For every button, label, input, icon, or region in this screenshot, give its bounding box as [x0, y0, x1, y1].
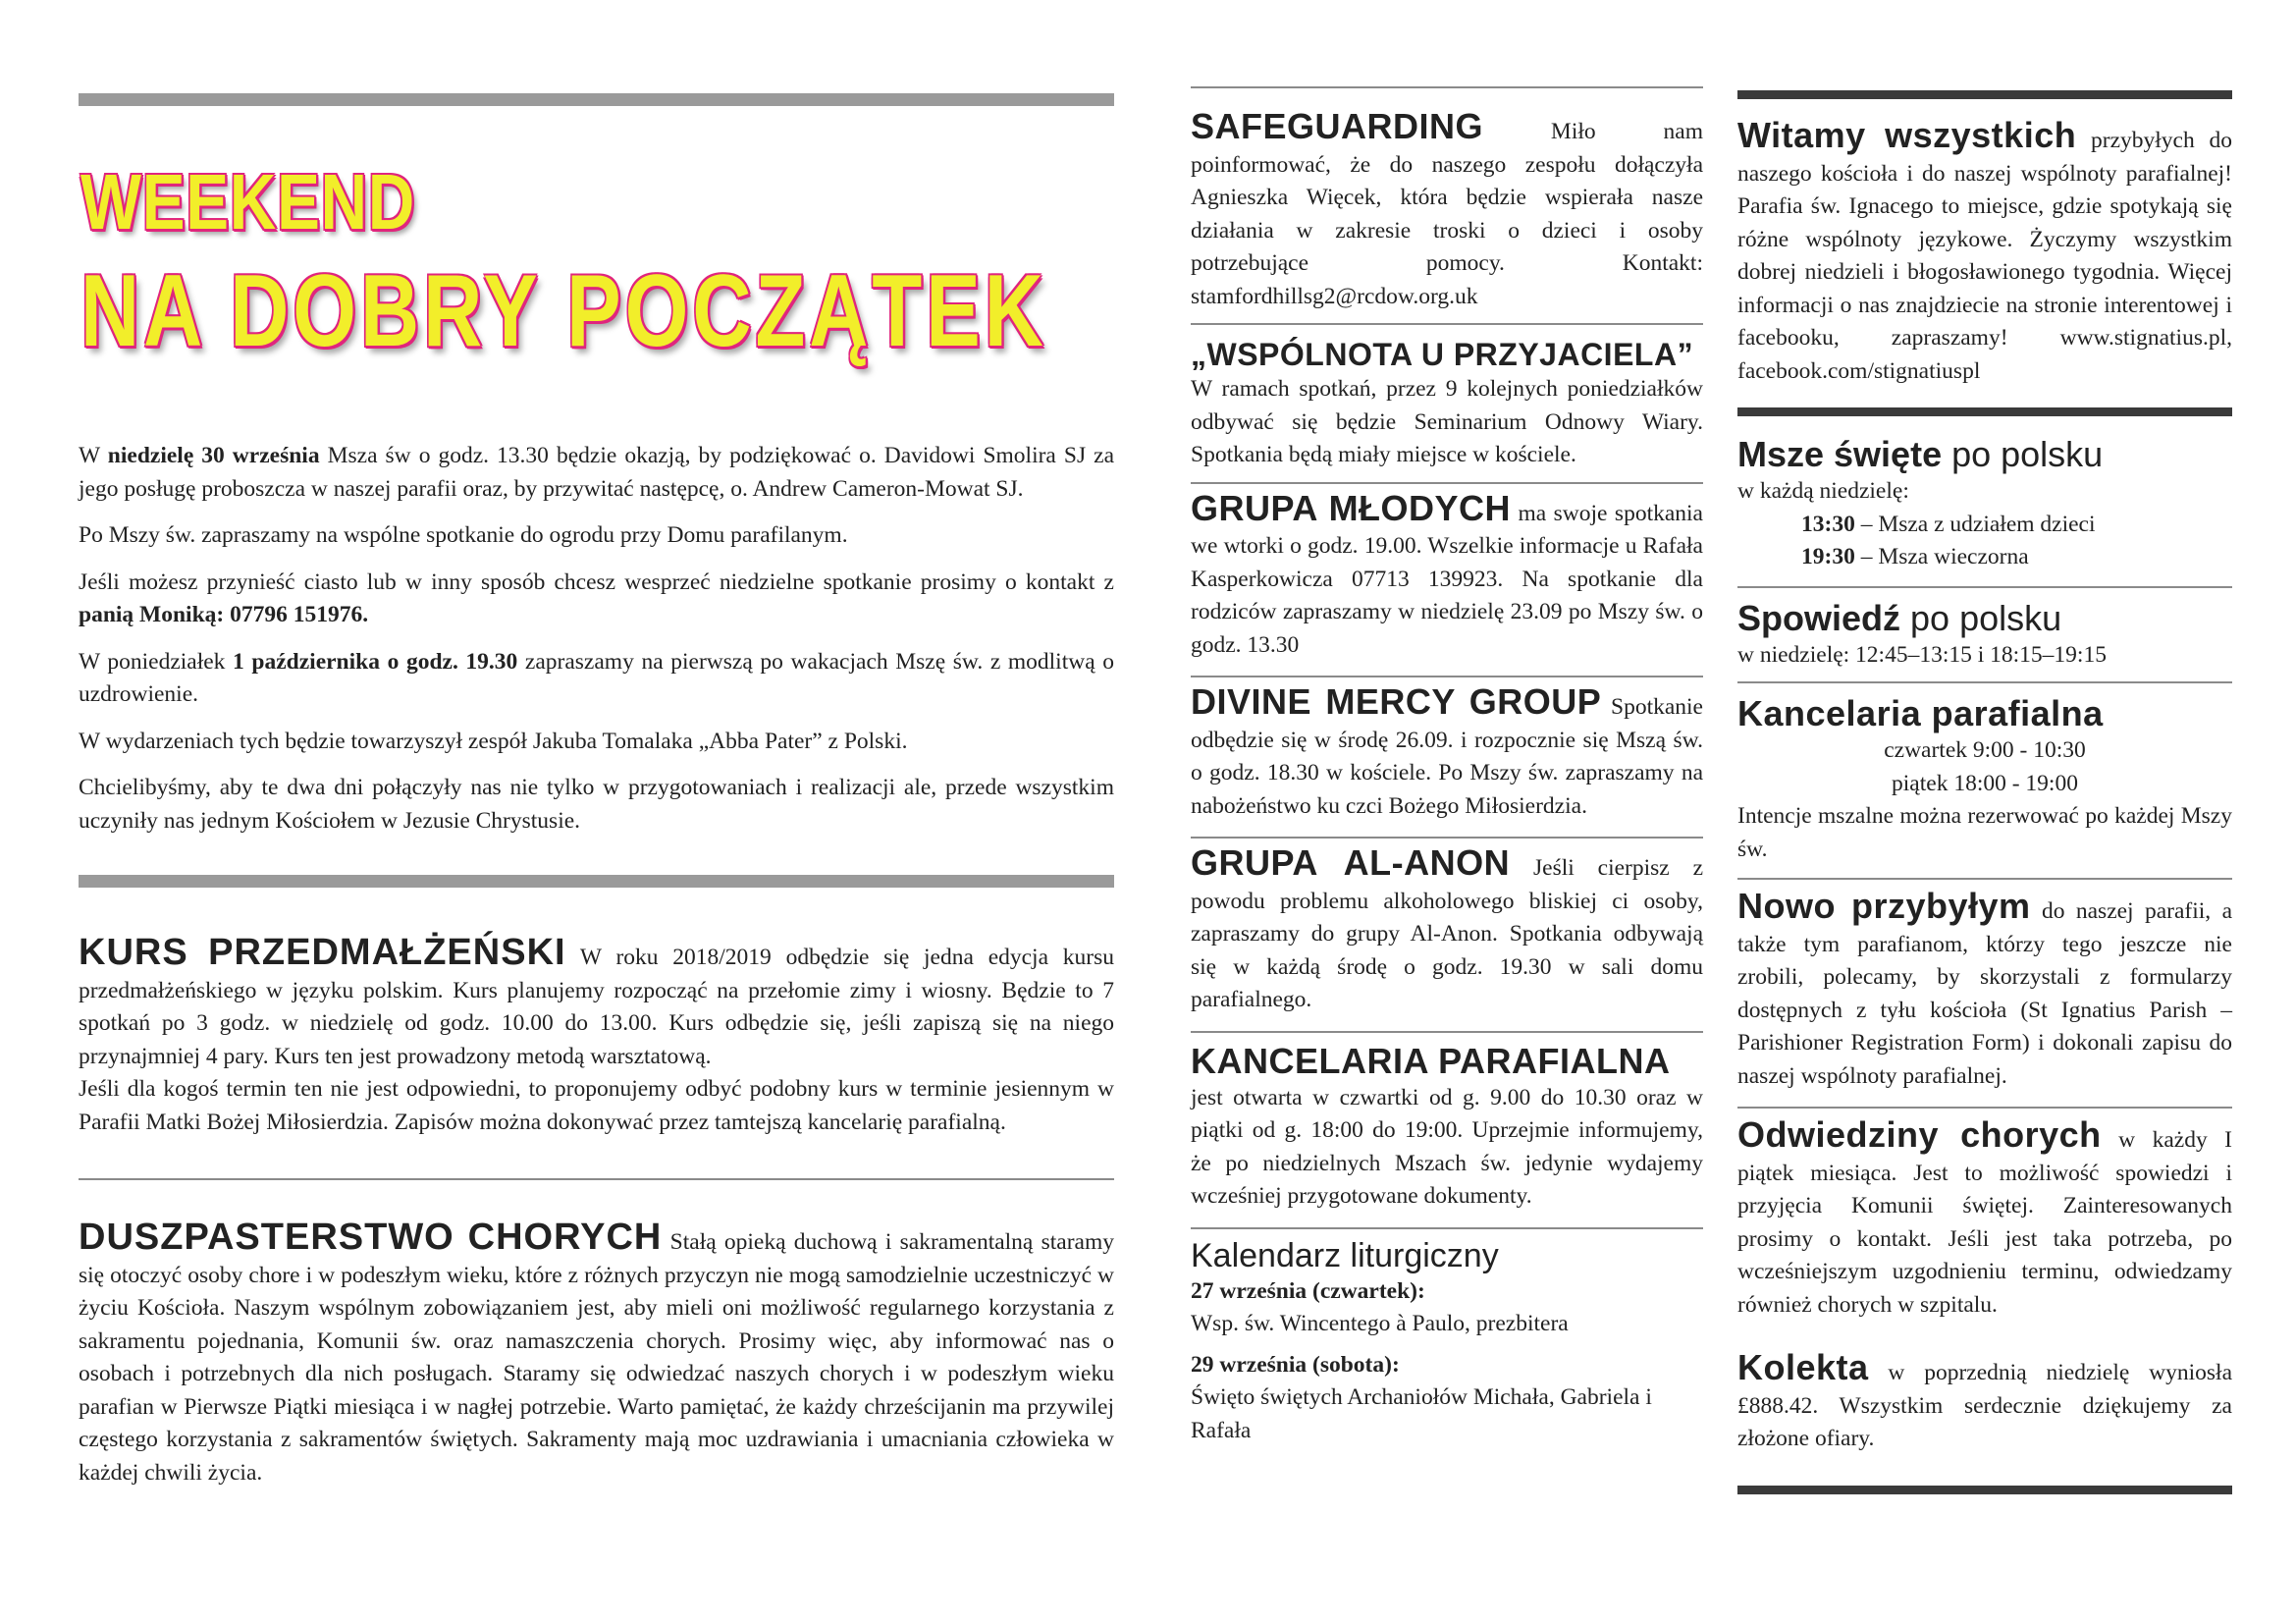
nowo-section [1737, 886, 2232, 1093]
spowiedz-heading: Spowiedź po polsku [1737, 597, 2062, 638]
mlodzi-section [1191, 487, 1703, 663]
chorzy-section [79, 1217, 1115, 1489]
odwiedziny-paragraph: Odwiedziny chorych w każdy I piątek miesiąca. Jest to możliwość spowiedzi i przyjęcia Komunii świętej. Zainteresowanych prosimy o kontakt. Jeśli jest taka potrzeba, po wcześniejszym uzgodnieniu terminu, odwiedzamy również chorych w szpitalu. [1737, 1114, 2232, 1318]
intro-paragraph-4: W poniedziałek 1 października o godz. 19.30 zapraszamy na pierwszą po wakacjach Mszę św. z modlitwą o uzdrowienie. [79, 648, 1114, 707]
witamy-heading: Witamy wszystkich [1737, 115, 2077, 155]
spowiedz-text: w niedzielę: 12:45–13:15 i 18:15–19:15 [1737, 641, 2107, 668]
odwiedziny-heading: Odwiedziny chorych [1737, 1114, 2102, 1155]
msze-row-2: 19:30 – Msza wieczorna [1801, 544, 2029, 569]
divider [1737, 1107, 2232, 1109]
top-divider-c [1737, 90, 2232, 99]
witamy-paragraph: Witamy wszystkich przybyłych do naszego kościoła i do naszej wspólnoty parafialnej! Parafia św. Ignacego to miejsce, gdzie spotykają się różne wspólnoty językowe. Życzymy wszystkim dobrej niedzieli i błogosławionego tygodnia. Więcej informacji o nas znajdziecie na stronie interentowej i facebooku, zapraszamy! www.stignatius.pl, facebook.com/stignatiuspl [1737, 115, 2233, 384]
msze-section [1737, 434, 2232, 574]
intro-paragraph-1: W niedzielę 30 września Msza św o godz. 13.30 będzie okazją, by podziękować o. Davidowi Smolira SJ za jego posługę proboszcza w naszej parafii oraz, by przywitać następcę, o. Andrew Cameron-Mowat SJ. [79, 443, 1114, 502]
title-line-1: WEEKEND [80, 158, 416, 245]
column-left [79, 0, 1114, 1489]
msze-row-1: 13:30 – Msza z udziałem dzieci [1801, 511, 2096, 537]
divider [1191, 482, 1703, 484]
msze-heading: Msze święte po polsku [1737, 434, 2104, 474]
dark-divider [1737, 407, 2232, 416]
mlodzi-heading: GRUPA MŁODYCH [1191, 487, 1512, 528]
divider [1737, 586, 2232, 588]
alanon-paragraph: GRUPA AL-ANON Jeśli cierpisz z powodu problemu alkoholowego bliskiej ci osoby, zapraszamy do grupy Al-Anon. Spotkania odbywają się w każdą środę o godz. 19.30 w sali domu parafialnego. [1191, 842, 1704, 1012]
kolekta-heading: Kolekta [1737, 1347, 1869, 1387]
mercy-heading: DIVINE MERCY GROUP [1191, 681, 1602, 722]
kancelaria-b-text: jest otwarta w czwartki od g. 9.00 do 10.30 oraz w piątki od g. 18:00 do 19:00. Uprzejmie informujemy, że po niedzielnych Mszach św. jedynie wydajemy wcześniej przygotowane dokumenty. [1191, 1084, 1703, 1209]
column-right [1737, 0, 2232, 1494]
kancelaria-c-hours-1: czwartek 9:00 - 10:30 [1884, 737, 2086, 763]
divider [1737, 681, 2232, 683]
intro-paragraph-5: W wydarzeniach tych będzie towarzyszył zespół Jakuba Tomalaka „Abba Pater” z Polski. [79, 728, 908, 754]
divider [1191, 676, 1703, 677]
divider [1191, 1227, 1703, 1229]
column-middle [1191, 0, 1703, 1447]
witamy-section [1737, 115, 2233, 388]
mlodzi-paragraph: GRUPA MŁODYCH ma swoje spotkania we wtorki o godz. 19.00. Wszelkie informacje u Rafała Kasperkowicza 07713 139923. Na spotkanie dla rodziców zapraszamy w niedzielę 23.09 po Mszy św. o godz. 13.30 [1191, 487, 1703, 658]
kalendarz-heading: Kalendarz liturgiczny [1191, 1236, 1499, 1274]
divider [1191, 837, 1703, 839]
divider [1191, 1031, 1703, 1033]
wspolnota-heading: „WSPÓLNOTA U PRZYJACIELA” [1191, 337, 1694, 372]
intro-paragraph-2: Po Mszy św. zapraszamy na wspólne spotkanie do ogrodu przy Domu parafilanym. [79, 522, 848, 548]
intro-paragraph-6: Chcielibyśmy, aby te dwa dni połączyły nas nie tylko w przygotowaniach i realizacji ale, przede wszystkim uczyniły nas jednym Kościołem w Jezusie Chrystusie. [79, 775, 1114, 834]
mercy-section [1191, 681, 1703, 823]
kolekta-paragraph: Kolekta w poprzednią niedzielę wyniosła £888.42. Wszystkim serdecznie dziękujemy za złożone ofiary. [1737, 1347, 2232, 1451]
kancelaria-c-section [1737, 693, 2232, 866]
safeguarding-section [1191, 106, 1703, 313]
top-divider [79, 93, 1114, 106]
title-banner [79, 106, 1114, 368]
safeguarding-paragraph: SAFEGUARDING Miło nam poinformować, że do naszego zespołu dołączyła Agnieszka Więcek, która będzie wspierała nasze działania w zakresie troski o dzieci i osoby potrzebujące pomocy. Kontakt: stamfordhillsg2@rcdow.org.uk [1191, 106, 1703, 309]
kurs-paragraph-2: Jeśli dla kogoś termin ten nie jest odpowiedni, to proponujemy odbyć podobny kurs w terminie jesiennym w Parafii Matki Bożej Miłosierdzia. Zapisów można dokonywać przez tamtejszą kancelarię parafialną. [79, 1076, 1114, 1135]
wspolnota-text: W ramach spotkań, przez 9 kolejnych poniedziałków odbywać się będzie Seminarium Odnowy Wiary. Spotkania będą miały miejsce w kościele. [1191, 376, 1703, 467]
kancelaria-c-text: Intencje mszalne można rezerwować po każdej Mszy św. [1737, 803, 2232, 862]
kalendarz-section [1191, 1237, 1703, 1448]
msze-subtitle: w każdą niedzielę: [1737, 478, 1909, 504]
odwiedziny-section [1737, 1114, 2232, 1322]
spowiedz-section [1737, 598, 2232, 673]
kalendarz-date-2: 29 września (sobota): [1191, 1351, 1400, 1378]
divider [1737, 878, 2232, 880]
nowo-heading: Nowo przybyłym [1737, 886, 2031, 926]
kancelaria-b-heading: KANCELARIA PARAFIALNA [1191, 1040, 1671, 1081]
kancelaria-c-heading: Kancelaria parafialna [1737, 693, 2104, 733]
kurs-paragraph: KURS PRZEDMAŁŻEŃSKI W roku 2018/2019 odbędzie się jedna edycja kursu przedmałżeńskiego w języku polskim. Kurs planujemy rozpocząć na przełomie zimy i wiosny. Będzie to 7 spotkań po 3 godz. w niedzielę od godz. 10.00 do 13.00. Kurs odbędzie się, jeśli zapiszą się na niego przynajmniej 4 pary. Kurs ten jest prowadzony metodą warsztatową. [79, 932, 1114, 1069]
safeguarding-heading: SAFEGUARDING [1191, 106, 1484, 146]
chorzy-heading: DUSZPASTERSTWO CHORYCH [79, 1217, 663, 1258]
intro-section [79, 440, 1114, 838]
kurs-section [79, 932, 1114, 1139]
wspolnota-section [1191, 337, 1703, 472]
title-line-2: NA DOBRY POCZĄTEK [80, 254, 1047, 368]
section-divider [79, 875, 1114, 888]
divider [1191, 323, 1703, 325]
mercy-paragraph: DIVINE MERCY GROUP Spotkanie odbędzie się w środę 26.09. i rozpocznie się Mszą św. o godz. 18.30 w kościele. Po Mszy św. zapraszamy na nabożeństwo ku czci Bożego Miłosierdzia. [1191, 681, 1703, 819]
alanon-section [1191, 842, 1704, 1017]
kurs-heading: KURS PRZEDMAŁŻEŃSKI [79, 932, 566, 973]
kancelaria-b-section [1191, 1041, 1703, 1214]
chorzy-paragraph: DUSZPASTERSTWO CHORYCH Stałą opieką duchową i sakramentalną staramy się otoczyć osoby chore i w podeszłym wieku, które z różnych przyczyn nie mogą samodzielnie uczestniczyć w życiu Kościoła. Naszym wspólnym zobowiązaniem jest, aby mieli oni możliwość regularnego korzystania z sakramentu pojednania, Komunii św. oraz namaszczenia chorych. Prosimy więc, aby informować nas o osobach i potrzebnych dla nich posługach. Staramy się odwiedzać naszych chorych i w podeszłym wieku parafian w Pierwsze Piątki miesiąca i w nagłej potrzebie. Warto pamiętać, że każdy chrześcijanin ma przywilej częstego korzystania z sakramentów świętych. Sakramenty mają moc uzdrawiania i umacniania człowieka w każdej chwili życia. [79, 1217, 1115, 1486]
nowo-paragraph: Nowo przybyłym do naszej parafii, a także tym parafianom, którzy tego jeszcze nie zrobili, polecamy, by skorzystali z formularzy dostępnych z tyłu kościoła (St Ignatius Parish – Parishioner Registration Form) i dokonali zapisu do naszej wspólnoty parafialnej. [1737, 886, 2232, 1089]
top-divider-b [1191, 86, 1703, 88]
kolekta-section [1737, 1347, 2232, 1456]
intro-paragraph-3: Jeśli możesz przynieść ciasto lub w inny sposób chcesz wesprzeć niedzielne spotkanie prosimy o kontakt z panią Moniką: 07796 151976. [79, 568, 1114, 627]
kalendarz-date-1: 27 września (czwartek): [1191, 1277, 1425, 1304]
bottom-divider [1737, 1486, 2232, 1494]
kalendarz-entry-2: Święto świętych Archaniołów Michała, Gabriela i Rafała [1191, 1384, 1652, 1443]
kancelaria-c-hours-2: piątek 18:00 - 19:00 [1892, 770, 2078, 796]
thin-divider [79, 1178, 1114, 1180]
kalendarz-entry-1: Wsp. św. Wincentego à Paulo, prezbitera [1191, 1311, 1569, 1336]
alanon-heading: GRUPA AL-ANON [1191, 842, 1511, 883]
